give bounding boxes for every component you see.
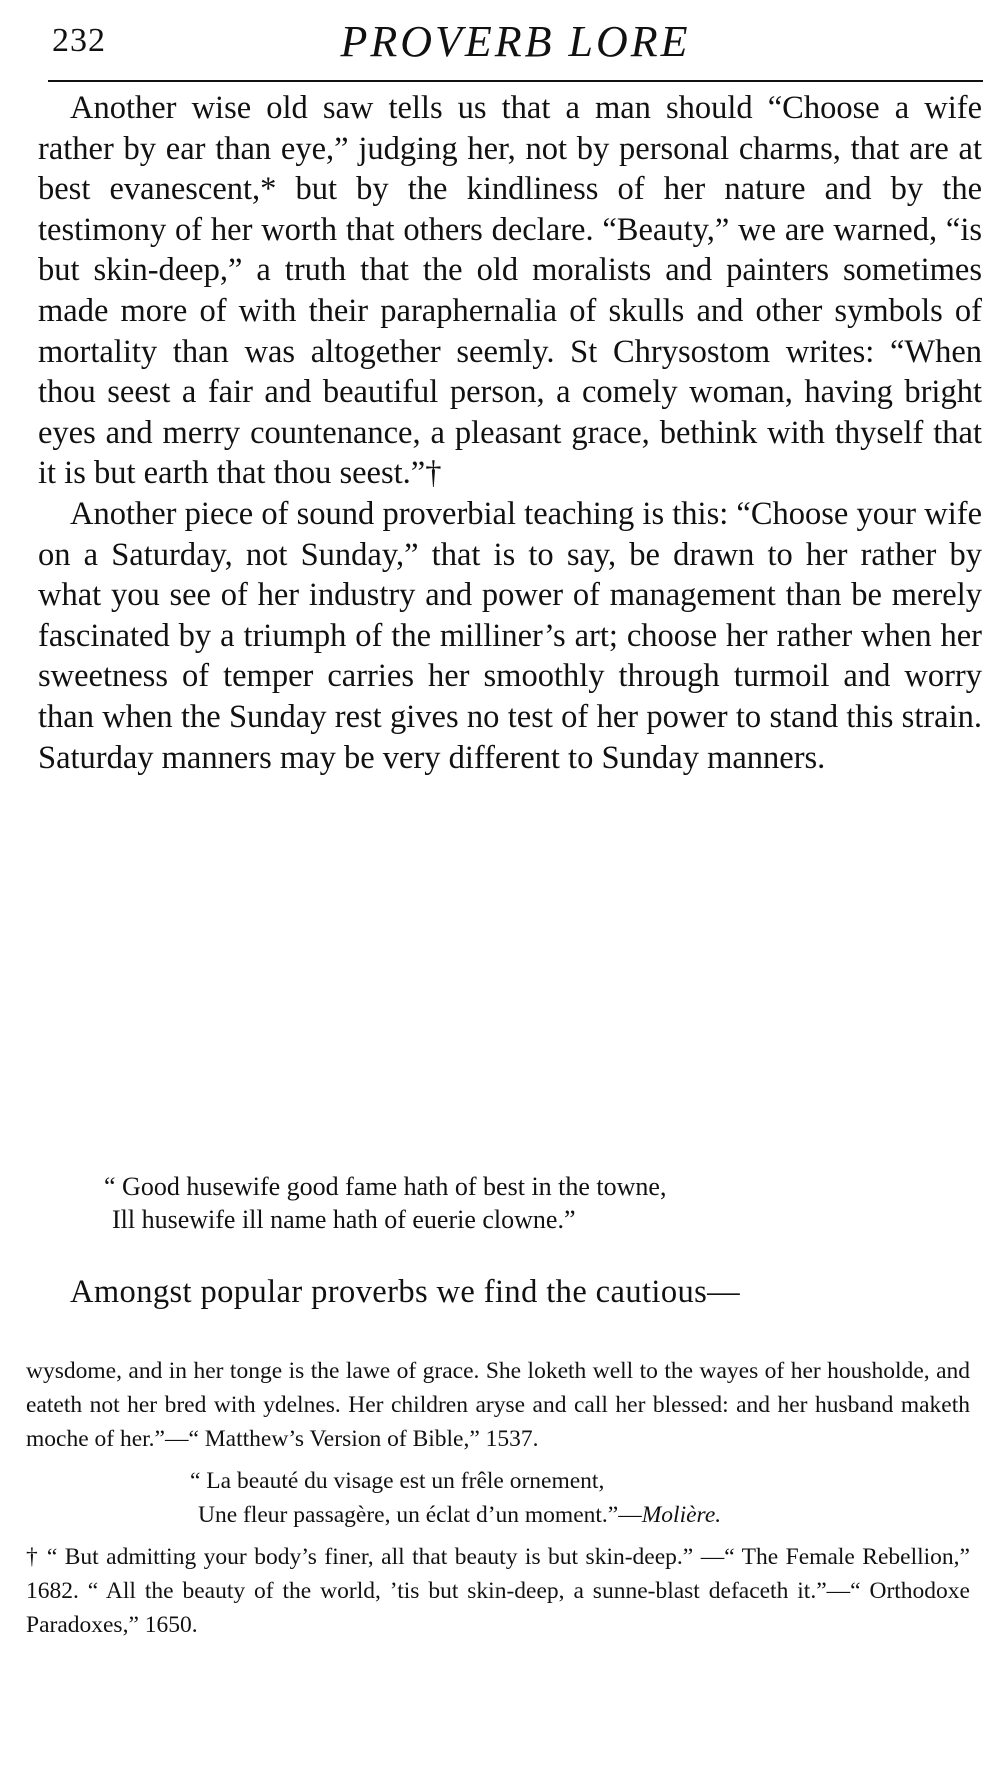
- footnote-french-quote: [190, 1464, 970, 1532]
- running-title: PROVERB LORE: [340, 17, 691, 66]
- page-number: 232: [52, 22, 106, 59]
- closing-line: Amongst popular proverbs we find the cautious—: [70, 1274, 741, 1310]
- french-line-1: “ La beauté du visage est un frêle ornement,: [190, 1468, 605, 1494]
- body-paragraph-1: Another wise old saw tells us that a man should “Choose a wife rather by ear than eye,” judging her, not by personal charms, that are at best evanescent,* but by the kindliness of her nature and by the testimony of her worth that others declare. “Beauty,” we are warned, “is but skin-deep,” a truth that the old moralists and painters sometimes made more of with their paraphernalia of skulls and other symbols of mortality than was altogether seemly. St Chrysostom writes: “When thou seest a fair and beautiful person, a comely woman, having bright eyes and merry countenance, a pleasant grace, bethink with thyself that it is but earth that thou seest.”†: [38, 90, 982, 492]
- verse-quotation: [104, 1170, 904, 1236]
- footnote-continued: wysdome, and in her tonge is the lawe of grace. She loketh well to the wayes of her housholde, and eateth not her bred with ydelnes. Her children aryse and call her blessed: and her husband maketh moche of her.”—“ Matthew’s Version of Bible,” 1537.: [26, 1358, 970, 1452]
- verse-line-1: “ Good husewife good fame hath of best in the towne,: [104, 1172, 667, 1201]
- page-header: [48, 8, 983, 82]
- body-text: [38, 88, 982, 778]
- french-line-2: [190, 1498, 970, 1532]
- footnotes: [26, 1354, 970, 1642]
- french-author: Molière.: [641, 1502, 722, 1528]
- french-line-2-text: Une fleur passagère, un éclat d’un moment.”—: [198, 1502, 642, 1528]
- body-paragraph-2: Another piece of sound proverbial teaching is this: “Choose your wife on a Saturday, not Sunday,” that is to say, be drawn to her rather by what you see of her industry and power of management than be merely fascinated by a triumph of the milliner’s art; choose her rather when her sweetness of temper carries her smoothly through turmoil and worry than when the Sunday rest gives no test of her power to stand this strain. Saturday manners may be very different to Sunday manners.: [38, 495, 982, 776]
- footnote-dagger: † “ But admitting your body’s finer, all that beauty is but skin-deep.” —“ The Female Rebellion,” 1682. “ All the beauty of the world, ’tis but skin-deep, a sunne-blast defaceth it.”—“ Orthodoxe Paradoxes,” 1650.: [26, 1544, 970, 1638]
- verse-line-2: Ill husewife ill name hath of euerie clowne.”: [112, 1205, 576, 1234]
